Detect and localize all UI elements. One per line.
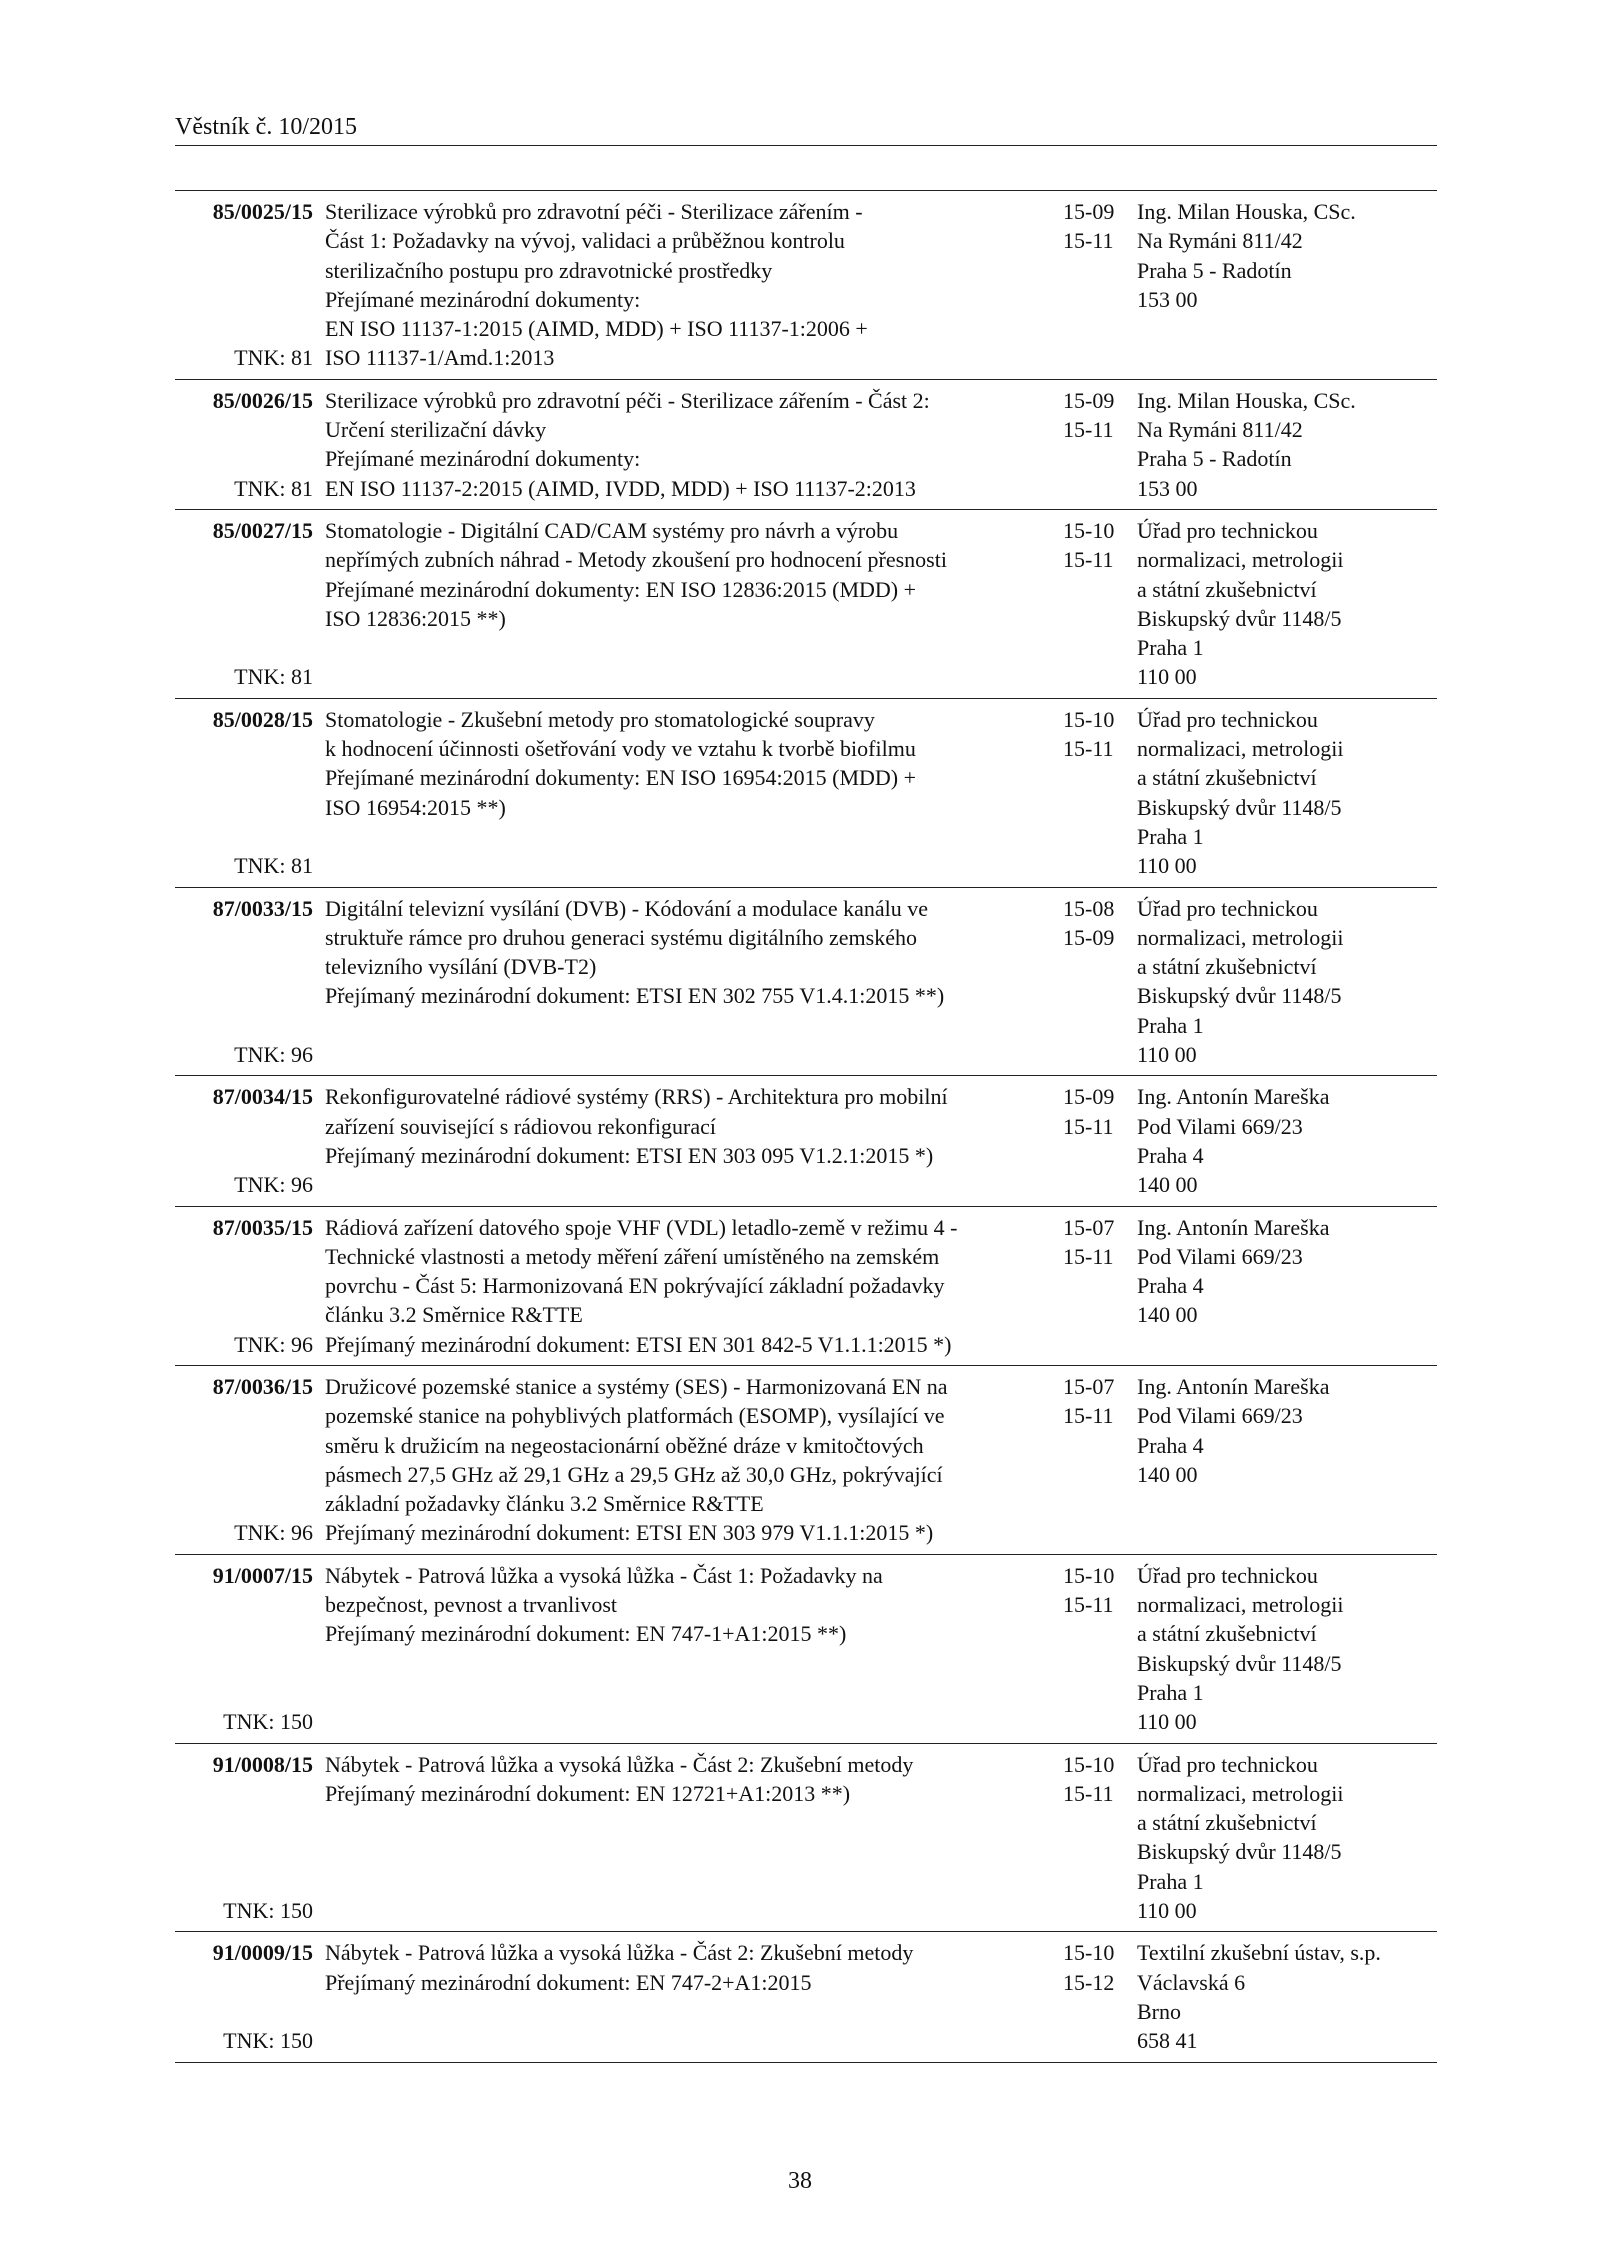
address-line: Úřad pro technickou bbox=[1137, 895, 1318, 921]
title-line: Sterilizace výrobků pro zdravotní péči - Sterilizace zářením - Část 2: bbox=[325, 387, 930, 413]
address-line: Praha 1 bbox=[1137, 823, 1204, 849]
address-line: a státní zkušebnictví bbox=[1137, 1621, 1317, 1647]
standard-id-cell bbox=[175, 705, 313, 881]
dates-cell bbox=[1033, 1082, 1137, 1199]
table-row bbox=[175, 191, 1437, 380]
address-line: 140 00 bbox=[1137, 1461, 1198, 1487]
dates-cell bbox=[1033, 516, 1137, 692]
date-value: 15-08 bbox=[1063, 895, 1115, 921]
standard-title-cell bbox=[313, 1561, 1033, 1737]
address-line: 658 41 bbox=[1137, 2028, 1198, 2054]
date-value: 15-11 bbox=[1063, 1113, 1114, 1139]
table-row bbox=[175, 699, 1437, 888]
title-line: nepřímých zubních náhrad - Metody zkoušení pro hodnocení přesnosti bbox=[325, 547, 947, 573]
standard-number: 87/0036/15 bbox=[212, 1373, 313, 1399]
tnk-label: TNK: 81 bbox=[234, 664, 313, 690]
processor-address-cell bbox=[1137, 386, 1437, 503]
standard-title-cell bbox=[313, 1372, 1033, 1548]
table-row bbox=[175, 510, 1437, 699]
title-line: Nábytek - Patrová lůžka a vysoká lůžka - Část 2: Zkušební metody bbox=[325, 1940, 914, 1966]
title-line: Digitální televizní vysílání (DVB) - Kódování a modulace kanálu ve bbox=[325, 895, 929, 921]
title-line: povrchu - Část 5: Harmonizovaná EN pokrývající základní požadavky bbox=[325, 1273, 945, 1299]
processor-address-cell bbox=[1137, 1561, 1437, 1737]
address-line: Ing. Antonín Mareška bbox=[1137, 1084, 1330, 1110]
title-line: pozemské stanice na pohyblivých platformách (ESOMP), vysílající ve bbox=[325, 1403, 945, 1429]
address-line: 110 00 bbox=[1137, 1042, 1197, 1068]
standard-number: 85/0025/15 bbox=[212, 199, 313, 224]
date-value: 15-07 bbox=[1063, 1373, 1115, 1399]
address-line: 140 00 bbox=[1137, 1172, 1198, 1198]
address-line: Praha 5 - Radotín bbox=[1137, 257, 1292, 283]
address-line: 110 00 bbox=[1137, 853, 1197, 879]
address-line: normalizaci, metrologii bbox=[1137, 1592, 1344, 1618]
title-line: ISO 16954:2015 **) bbox=[325, 794, 506, 820]
dates-cell bbox=[1033, 1213, 1137, 1359]
address-line: Václavská 6 bbox=[1137, 1969, 1246, 1995]
address-line: 110 00 bbox=[1137, 1709, 1197, 1735]
standard-title-cell bbox=[313, 1082, 1033, 1199]
standard-id-cell bbox=[175, 1082, 313, 1199]
title-line: struktuře rámce pro druhou generaci systému digitálního zemského bbox=[325, 924, 917, 950]
standard-number: 85/0028/15 bbox=[212, 706, 313, 732]
address-line: Biskupský dvůr 1148/5 bbox=[1137, 605, 1342, 631]
title-line: Přejímaný mezinárodní dokument: ETSI EN 301 842-5 V1.1.1:2015 *) bbox=[325, 1331, 952, 1357]
header-rule bbox=[175, 145, 1437, 146]
date-value: 15-10 bbox=[1063, 1751, 1115, 1777]
title-line: základní požadavky článku 3.2 Směrnice R&TTE bbox=[325, 1491, 764, 1517]
standard-id-cell bbox=[175, 1561, 313, 1737]
dates-cell bbox=[1033, 1938, 1137, 2055]
standard-title-cell bbox=[313, 705, 1033, 881]
tnk-label: TNK: 81 bbox=[234, 853, 313, 879]
date-value: 15-09 bbox=[1063, 924, 1115, 950]
standard-title-cell bbox=[313, 1750, 1033, 1926]
standard-number: 87/0034/15 bbox=[212, 1084, 313, 1110]
address-line: Ing. Milan Houska, CSc. bbox=[1137, 387, 1356, 413]
title-line: Rádiová zařízení datového spoje VHF (VDL) letadlo-země v režimu 4 - bbox=[325, 1214, 958, 1240]
standard-id-cell bbox=[175, 1938, 313, 2055]
title-line: Přejímané mezinárodní dokumenty: bbox=[325, 286, 641, 312]
address-line: Ing. Antonín Mareška bbox=[1137, 1214, 1330, 1240]
tnk-label: TNK: 96 bbox=[234, 1520, 313, 1546]
address-line: Textilní zkušební ústav, s.p. bbox=[1137, 1940, 1381, 1966]
address-line: Biskupský dvůr 1148/5 bbox=[1137, 794, 1342, 820]
title-line: Družicové pozemské stanice a systémy (SES) - Harmonizovaná EN na bbox=[325, 1373, 948, 1399]
address-line: Na Rymáni 811/42 bbox=[1137, 228, 1303, 254]
address-line: Praha 4 bbox=[1137, 1142, 1204, 1168]
standard-id-cell bbox=[175, 1750, 313, 1926]
standard-number: 85/0027/15 bbox=[212, 517, 313, 543]
date-value: 15-10 bbox=[1063, 1940, 1115, 1966]
address-line: Praha 4 bbox=[1137, 1432, 1204, 1458]
address-line: 110 00 bbox=[1137, 1898, 1197, 1924]
title-line: Přejímané mezinárodní dokumenty: EN ISO 16954:2015 (MDD) + bbox=[325, 765, 917, 791]
standard-id-cell bbox=[175, 197, 313, 373]
date-value: 15-09 bbox=[1063, 1084, 1115, 1110]
title-line: televizního vysílání (DVB-T2) bbox=[325, 954, 597, 980]
date-value: 15-10 bbox=[1063, 1562, 1115, 1588]
processor-address-cell bbox=[1137, 516, 1437, 692]
standard-id-cell bbox=[175, 1213, 313, 1359]
processor-address-cell bbox=[1137, 1372, 1437, 1548]
date-value: 15-09 bbox=[1063, 199, 1115, 224]
title-line: Přejímaný mezinárodní dokument: ETSI EN 303 979 V1.1.1:2015 *) bbox=[325, 1520, 934, 1546]
address-line: Úřad pro technickou bbox=[1137, 1751, 1318, 1777]
standard-title-cell bbox=[313, 516, 1033, 692]
table-row bbox=[175, 380, 1437, 510]
address-line: a státní zkušebnictví bbox=[1137, 954, 1317, 980]
standards-table bbox=[175, 190, 1437, 2063]
title-line: Přejímané mezinárodní dokumenty: EN ISO 12836:2015 (MDD) + bbox=[325, 576, 917, 602]
title-line: sterilizačního postupu pro zdravotnické prostředky bbox=[325, 257, 773, 283]
title-line: bezpečnost, pevnost a trvanlivost bbox=[325, 1592, 618, 1618]
address-line: Praha 4 bbox=[1137, 1273, 1204, 1299]
processor-address-cell bbox=[1137, 1213, 1437, 1359]
table-row bbox=[175, 1207, 1437, 1366]
date-value: 15-09 bbox=[1063, 387, 1115, 413]
address-line: Úřad pro technickou bbox=[1137, 517, 1318, 543]
journal-header: Věstník č. 10/2015 bbox=[175, 114, 357, 140]
title-line: Část 1: Požadavky na vývoj, validaci a průběžnou kontrolu bbox=[325, 228, 845, 254]
title-line: Rekonfigurovatelné rádiové systémy (RRS) - Architektura pro mobilní bbox=[325, 1084, 948, 1110]
dates-cell bbox=[1033, 386, 1137, 503]
dates-cell bbox=[1033, 1561, 1137, 1737]
tnk-label: TNK: 81 bbox=[234, 475, 313, 501]
date-value: 15-11 bbox=[1063, 547, 1114, 573]
address-line: 153 00 bbox=[1137, 286, 1198, 312]
page-number: 38 bbox=[788, 2168, 812, 2194]
table-row bbox=[175, 888, 1437, 1077]
date-value: 15-07 bbox=[1063, 1214, 1115, 1240]
title-line: Sterilizace výrobků pro zdravotní péči - Sterilizace zářením - bbox=[325, 199, 863, 224]
table-row bbox=[175, 1932, 1437, 2062]
title-line: pásmech 27,5 GHz až 29,1 GHz a 29,5 GHz až 30,0 GHz, pokrývající bbox=[325, 1461, 943, 1487]
processor-address-cell bbox=[1137, 197, 1437, 373]
title-line: směru k družicím na negeostacionární oběžné dráze v kmitočtových bbox=[325, 1432, 924, 1458]
title-line: Přejímaný mezinárodní dokument: ETSI EN 302 755 V1.4.1:2015 **) bbox=[325, 983, 945, 1009]
address-line: a státní zkušebnictví bbox=[1137, 1810, 1317, 1836]
processor-address-cell bbox=[1137, 1750, 1437, 1926]
address-line: Praha 1 bbox=[1137, 1012, 1204, 1038]
title-line: Technické vlastnosti a metody měření záření umístěného na zemském bbox=[325, 1243, 940, 1269]
address-line: 110 00 bbox=[1137, 664, 1197, 690]
standard-title-cell bbox=[313, 386, 1033, 503]
address-line: 140 00 bbox=[1137, 1302, 1198, 1328]
date-value: 15-12 bbox=[1063, 1969, 1115, 1995]
title-line: zařízení související s rádiovou rekonfigurací bbox=[325, 1113, 716, 1139]
date-value: 15-11 bbox=[1063, 1780, 1114, 1806]
title-line: Stomatologie - Digitální CAD/CAM systémy pro návrh a výrobu bbox=[325, 517, 899, 543]
address-line: Praha 1 bbox=[1137, 1868, 1204, 1894]
address-line: Praha 1 bbox=[1137, 635, 1204, 661]
standard-id-cell bbox=[175, 516, 313, 692]
standard-title-cell bbox=[313, 894, 1033, 1070]
address-line: Pod Vilami 669/23 bbox=[1137, 1113, 1303, 1139]
standard-number: 87/0033/15 bbox=[212, 895, 313, 921]
table-row bbox=[175, 1076, 1437, 1206]
title-line: článku 3.2 Směrnice R&TTE bbox=[325, 1302, 583, 1328]
tnk-label: TNK: 96 bbox=[234, 1172, 313, 1198]
table-row bbox=[175, 1744, 1437, 1933]
tnk-label: TNK: 96 bbox=[234, 1331, 313, 1357]
address-line: normalizaci, metrologii bbox=[1137, 736, 1344, 762]
date-value: 15-11 bbox=[1063, 1243, 1114, 1269]
address-line: Ing. Milan Houska, CSc. bbox=[1137, 199, 1356, 224]
processor-address-cell bbox=[1137, 894, 1437, 1070]
title-line: Přejímaný mezinárodní dokument: EN 747-1+A1:2015 **) bbox=[325, 1621, 847, 1647]
address-line: Brno bbox=[1137, 1998, 1181, 2024]
address-line: Na Rymáni 811/42 bbox=[1137, 417, 1303, 443]
standard-number: 85/0026/15 bbox=[212, 387, 313, 413]
tnk-label: TNK: 150 bbox=[223, 1898, 313, 1924]
standard-number: 91/0009/15 bbox=[212, 1940, 313, 1966]
standard-id-cell bbox=[175, 386, 313, 503]
title-line: Přejímaný mezinárodní dokument: EN 747-2+A1:2015 bbox=[325, 1969, 812, 1995]
address-line: Biskupský dvůr 1148/5 bbox=[1137, 1650, 1342, 1676]
address-line: Biskupský dvůr 1148/5 bbox=[1137, 983, 1342, 1009]
standard-title-cell bbox=[313, 1213, 1033, 1359]
dates-cell bbox=[1033, 1750, 1137, 1926]
table-row bbox=[175, 1366, 1437, 1555]
tnk-label: TNK: 81 bbox=[234, 345, 313, 371]
address-line: Pod Vilami 669/23 bbox=[1137, 1403, 1303, 1429]
date-value: 15-11 bbox=[1063, 1403, 1114, 1429]
tnk-label: TNK: 150 bbox=[223, 2028, 313, 2054]
address-line: a státní zkušebnictví bbox=[1137, 765, 1317, 791]
title-line: Přejímaný mezinárodní dokument: ETSI EN 303 095 V1.2.1:2015 *) bbox=[325, 1142, 934, 1168]
processor-address-cell bbox=[1137, 1938, 1437, 2055]
title-line: Nábytek - Patrová lůžka a vysoká lůžka - Část 1: Požadavky na bbox=[325, 1562, 883, 1588]
tnk-label: TNK: 150 bbox=[223, 1709, 313, 1735]
date-value: 15-11 bbox=[1063, 736, 1114, 762]
processor-address-cell bbox=[1137, 1082, 1437, 1199]
date-value: 15-11 bbox=[1063, 1592, 1114, 1618]
standard-id-cell bbox=[175, 894, 313, 1070]
title-line: EN ISO 11137-2:2015 (AIMD, IVDD, MDD) + ISO 11137-2:2013 bbox=[325, 475, 916, 501]
standard-title-cell bbox=[313, 197, 1033, 373]
dates-cell bbox=[1033, 894, 1137, 1070]
dates-cell bbox=[1033, 197, 1137, 373]
address-line: Ing. Antonín Mareška bbox=[1137, 1373, 1330, 1399]
standard-title-cell bbox=[313, 1938, 1033, 2055]
date-value: 15-10 bbox=[1063, 706, 1115, 732]
address-line: Praha 5 - Radotín bbox=[1137, 446, 1292, 472]
title-line: Přejímaný mezinárodní dokument: EN 12721+A1:2013 **) bbox=[325, 1780, 851, 1806]
tnk-label: TNK: 96 bbox=[234, 1042, 313, 1068]
date-value: 15-11 bbox=[1063, 417, 1114, 443]
dates-cell bbox=[1033, 705, 1137, 881]
date-value: 15-11 bbox=[1063, 228, 1114, 254]
date-value: 15-10 bbox=[1063, 517, 1115, 543]
title-line: k hodnocení účinnosti ošetřování vody ve vztahu k tvorbě biofilmu bbox=[325, 736, 916, 762]
address-line: a státní zkušebnictví bbox=[1137, 576, 1317, 602]
address-line: normalizaci, metrologii bbox=[1137, 924, 1344, 950]
title-line: ISO 12836:2015 **) bbox=[325, 605, 506, 631]
title-line: EN ISO 11137-1:2015 (AIMD, MDD) + ISO 11137-1:2006 + bbox=[325, 316, 868, 342]
address-line: normalizaci, metrologii bbox=[1137, 547, 1344, 573]
title-line: Stomatologie - Zkušební metody pro stomatologické soupravy bbox=[325, 706, 875, 732]
title-line: Přejímané mezinárodní dokumenty: bbox=[325, 446, 641, 472]
title-line: Nábytek - Patrová lůžka a vysoká lůžka - Část 2: Zkušební metody bbox=[325, 1751, 914, 1777]
standard-number: 91/0008/15 bbox=[212, 1751, 313, 1777]
dates-cell bbox=[1033, 1372, 1137, 1548]
standard-number: 87/0035/15 bbox=[212, 1214, 313, 1240]
address-line: 153 00 bbox=[1137, 475, 1198, 501]
address-line: Úřad pro technickou bbox=[1137, 706, 1318, 732]
processor-address-cell bbox=[1137, 705, 1437, 881]
address-line: normalizaci, metrologii bbox=[1137, 1780, 1344, 1806]
title-line: ISO 11137-1/Amd.1:2013 bbox=[325, 345, 555, 371]
address-line: Biskupský dvůr 1148/5 bbox=[1137, 1839, 1342, 1865]
address-line: Úřad pro technickou bbox=[1137, 1562, 1318, 1588]
table-row bbox=[175, 1555, 1437, 1744]
standard-id-cell bbox=[175, 1372, 313, 1548]
standard-number: 91/0007/15 bbox=[212, 1562, 313, 1588]
address-line: Pod Vilami 669/23 bbox=[1137, 1243, 1303, 1269]
title-line: Určení sterilizační dávky bbox=[325, 417, 547, 443]
address-line: Praha 1 bbox=[1137, 1679, 1204, 1705]
